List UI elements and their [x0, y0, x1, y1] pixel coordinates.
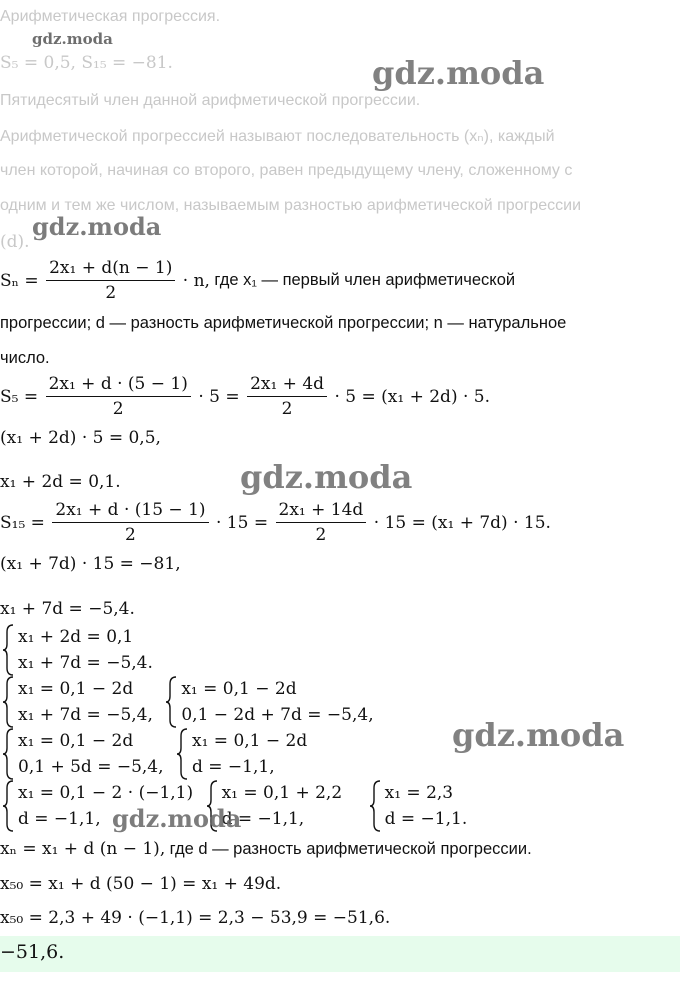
- system-4a-row-1: x₁ = 0,1 − 2 · (−1,1): [18, 783, 194, 803]
- system-2a: [0, 676, 153, 728]
- answer-highlight: [0, 936, 680, 972]
- system-1: [0, 624, 153, 676]
- system-2a-row-1: x₁ = 0,1 − 2d: [18, 679, 134, 699]
- nth-term-expression: xₙ = x₁ + d (n − 1),: [0, 839, 166, 859]
- system-3b: [174, 728, 307, 780]
- sum-formula-tail: · n,: [182, 270, 210, 291]
- system-3a: [0, 728, 164, 780]
- s5-mid: · 5 =: [198, 386, 240, 407]
- system-4c-row-1: x₁ = 2,3: [384, 783, 454, 803]
- definition-line-3: одним и тем же числом, называемым разностью арифметической прогрессии: [0, 197, 582, 214]
- watermark-logo: gdz.moda: [452, 716, 625, 754]
- s15-expansion: [0, 500, 551, 545]
- system-1-row-1: x₁ + 2d = 0,1: [18, 627, 134, 647]
- definition-line-4: (d).: [0, 232, 30, 252]
- watermark-logo: gdz.moda: [112, 804, 242, 833]
- sum-formula-lhs: Sₙ =: [0, 270, 39, 291]
- s15-numerator-2: 2x₁ + 14d: [276, 500, 367, 523]
- brace-icon: [165, 676, 177, 728]
- system-3-line: [0, 728, 313, 780]
- system-1-line: [0, 624, 159, 676]
- problem-given: S₅ = 0,5, S₁₅ = −81.: [0, 53, 173, 73]
- problem-task: Пятидесятый член данной арифметической прогрессии.: [0, 92, 421, 109]
- s5-fraction-2: [247, 374, 327, 419]
- sum-formula-fraction: [46, 258, 175, 303]
- sum-formula-denominator: 2: [105, 283, 117, 303]
- system-3b-row-2: d = −1,1,: [191, 757, 275, 777]
- system-3a-row-2: 0,1 + 5d = −5,4,: [18, 757, 164, 777]
- s15-mid: · 15 =: [215, 512, 269, 533]
- s5-numerator-1: 2x₁ + d · (5 − 1): [46, 374, 191, 397]
- sum-formula-numerator: 2x₁ + d(n − 1): [46, 258, 175, 281]
- s5-denominator-2: 2: [281, 399, 293, 419]
- system-3a-row-1: x₁ = 0,1 − 2d: [18, 731, 134, 751]
- sum-formula-text: где x₁ — первый член арифметической: [214, 271, 516, 289]
- system-4b-row-2: d = −1,1,: [221, 809, 305, 829]
- x50-formula: x₅₀ = x₁ + d (50 − 1) = x₁ + 49d.: [0, 874, 282, 894]
- sum-formula: [0, 258, 515, 303]
- definition-line-2: член которой, начиная со второго, равен предыдущему члену, сложенному с: [0, 162, 573, 179]
- nth-term-formula: [0, 839, 532, 859]
- s15-fraction-2: [276, 500, 367, 545]
- watermark-logo: gdz.moda: [32, 212, 162, 241]
- s15-tail: · 15 = (x₁ + 7d) · 15.: [373, 512, 551, 533]
- s15-denominator-2: 2: [315, 525, 327, 545]
- system-2a-row-2: x₁ + 7d = −5,4,: [18, 705, 153, 725]
- s15-simplified: x₁ + 7d = −5,4.: [0, 599, 135, 619]
- answer-value: −51,6.: [0, 941, 65, 963]
- watermark-logo: gdz.moda: [372, 54, 545, 92]
- brace-icon: [2, 728, 14, 780]
- system-2b-row-2: 0,1 − 2d + 7d = −5,4,: [181, 705, 374, 725]
- s15-denominator-1: 2: [125, 525, 136, 545]
- system-3b-row-1: x₁ = 0,1 − 2d: [191, 731, 308, 751]
- s5-numerator-2: 2x₁ + 4d: [247, 374, 327, 397]
- s15-fraction-1: [52, 500, 208, 545]
- s5-expansion: [0, 374, 490, 419]
- system-2-line: [0, 676, 380, 728]
- s15-equation: (x₁ + 7d) · 15 = −81,: [0, 554, 181, 574]
- s5-simplified: x₁ + 2d = 0,1.: [0, 472, 121, 492]
- system-2b-row-1: x₁ = 0,1 − 2d: [181, 679, 297, 699]
- brace-icon: [2, 780, 14, 832]
- s5-denominator-1: 2: [112, 399, 124, 419]
- nth-term-text: где d — разность арифметической прогрессии.: [169, 840, 532, 858]
- brace-icon: [2, 676, 14, 728]
- system-4c: [367, 780, 468, 832]
- system-4b-row-1: x₁ = 0,1 + 2,2: [221, 783, 343, 803]
- s15-numerator-1: 2x₁ + d · (15 − 1): [52, 500, 208, 523]
- brace-icon: [2, 624, 14, 676]
- definition-line-1: Арифметической прогрессией называют последовательность (xₙ), каждый: [0, 128, 555, 145]
- s5-tail: · 5 = (x₁ + 2d) · 5.: [334, 386, 491, 407]
- s15-lhs: S₁₅ =: [0, 512, 45, 533]
- brace-icon: [176, 728, 188, 780]
- system-4a-row-2: d = −1,1,: [18, 809, 101, 829]
- system-1-row-2: x₁ + 7d = −5,4.: [18, 653, 153, 673]
- s5-equation: (x₁ + 2d) · 5 = 0,5,: [0, 428, 161, 448]
- problem-heading: Арифметическая прогрессия.: [0, 8, 221, 25]
- system-4c-row-2: d = −1,1.: [384, 809, 468, 829]
- watermark-logo: gdz.moda: [32, 30, 113, 48]
- sum-formula-text-3: число.: [0, 349, 50, 367]
- x50-calculation: x₅₀ = 2,3 + 49 · (−1,1) = 2,3 − 53,9 = −51,6.: [0, 908, 391, 928]
- brace-icon: [369, 780, 381, 832]
- sum-formula-text-2: прогрессии; d — разность арифметической прогрессии; n — натуральное: [0, 314, 567, 332]
- watermark-logo: gdz.moda: [240, 458, 413, 496]
- s5-lhs: S₅ =: [0, 386, 39, 407]
- s5-fraction-1: [46, 374, 191, 419]
- system-2b: [163, 676, 373, 728]
